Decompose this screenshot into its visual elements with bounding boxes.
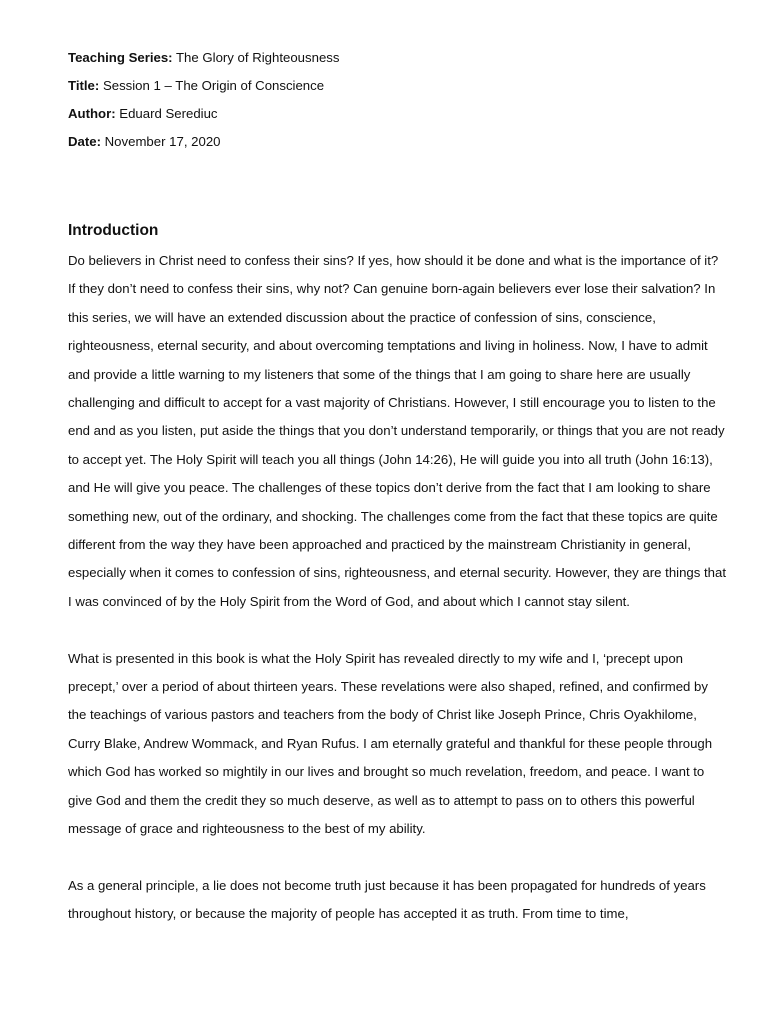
title-line xyxy=(68,72,728,100)
document-page xyxy=(68,44,728,929)
series-value: The Glory of Righteousness xyxy=(176,50,340,65)
paragraph-1: Do believers in Christ need to confess their sins? If yes, how should it be done and what is the importance of it? If they don’t need to confess their sins, why not? Can genuine born-again believers ever lose their salvation? In this series, we will have an extended discussion about the practice of confession of sins, conscience, righteousness, eternal security, and about overcoming temptations and living in holiness. Now, I have to admit and provide a little warning to my listeners that some of the things that I am going to share here are usually challenging and difficult to accept for a vast majority of Christians. However, I still encourage you to listen to the end and as you listen, put aside the things that you don’t understand temporarily, or things that you are not ready to accept yet. The Holy Spirit will teach you all things (John 14:26), He will guide you into all truth (John 16:13), and He will give you peace. The challenges of these topics don’t derive from the fact that I am looking to share something new, out of the ordinary, and shocking. The challenges come from the fact that these topics are quite different from the way they have been approached and practiced by the mainstream Christianity in general, especially when it comes to confession of sins, righteousness, and eternal security. However, they are things that I was convinced of by the Holy Spirit from the Word of God, and about which I cannot stay silent. xyxy=(68,253,727,609)
series-key: Teaching Series: xyxy=(68,50,173,65)
author-value: Eduard Serediuc xyxy=(119,106,218,121)
series-line xyxy=(68,44,728,72)
section-heading: Introduction xyxy=(68,222,159,239)
date-key: Date: xyxy=(68,134,101,149)
author-key: Author: xyxy=(68,106,116,121)
author-line xyxy=(68,100,728,128)
date-value: November 17, 2020 xyxy=(104,134,221,149)
title-key: Title: xyxy=(68,78,100,93)
title-value: Session 1 – The Origin of Conscience xyxy=(102,78,325,93)
date-line xyxy=(68,128,728,156)
paragraph-3: As a general principle, a lie does not become truth just because it has been propagated for hundreds of years throughout history, or because the majority of people has accepted it as truth. From time to time, xyxy=(68,877,706,922)
paragraph-2: What is presented in this book is what the Holy Spirit has revealed directly to my wife and I, ‘precept upon precept,’ over a period of about thirteen years. These revelations were also shaped, refined, and confirmed by the teachings of various pastors and teachers from the body of Christ like Joseph Prince, Chris Oyakhilome, Curry Blake, Andrew Wommack, and Ryan Rufus. I am eternally grateful and thankful for these people through which God has worked so mightily in our lives and brought so much revelation, freedom, and peace. I want to give God and them the credit they so much deserve, as well as to attempt to pass on to others this powerful message of grace and righteousness to the best of my ability. xyxy=(68,650,713,837)
